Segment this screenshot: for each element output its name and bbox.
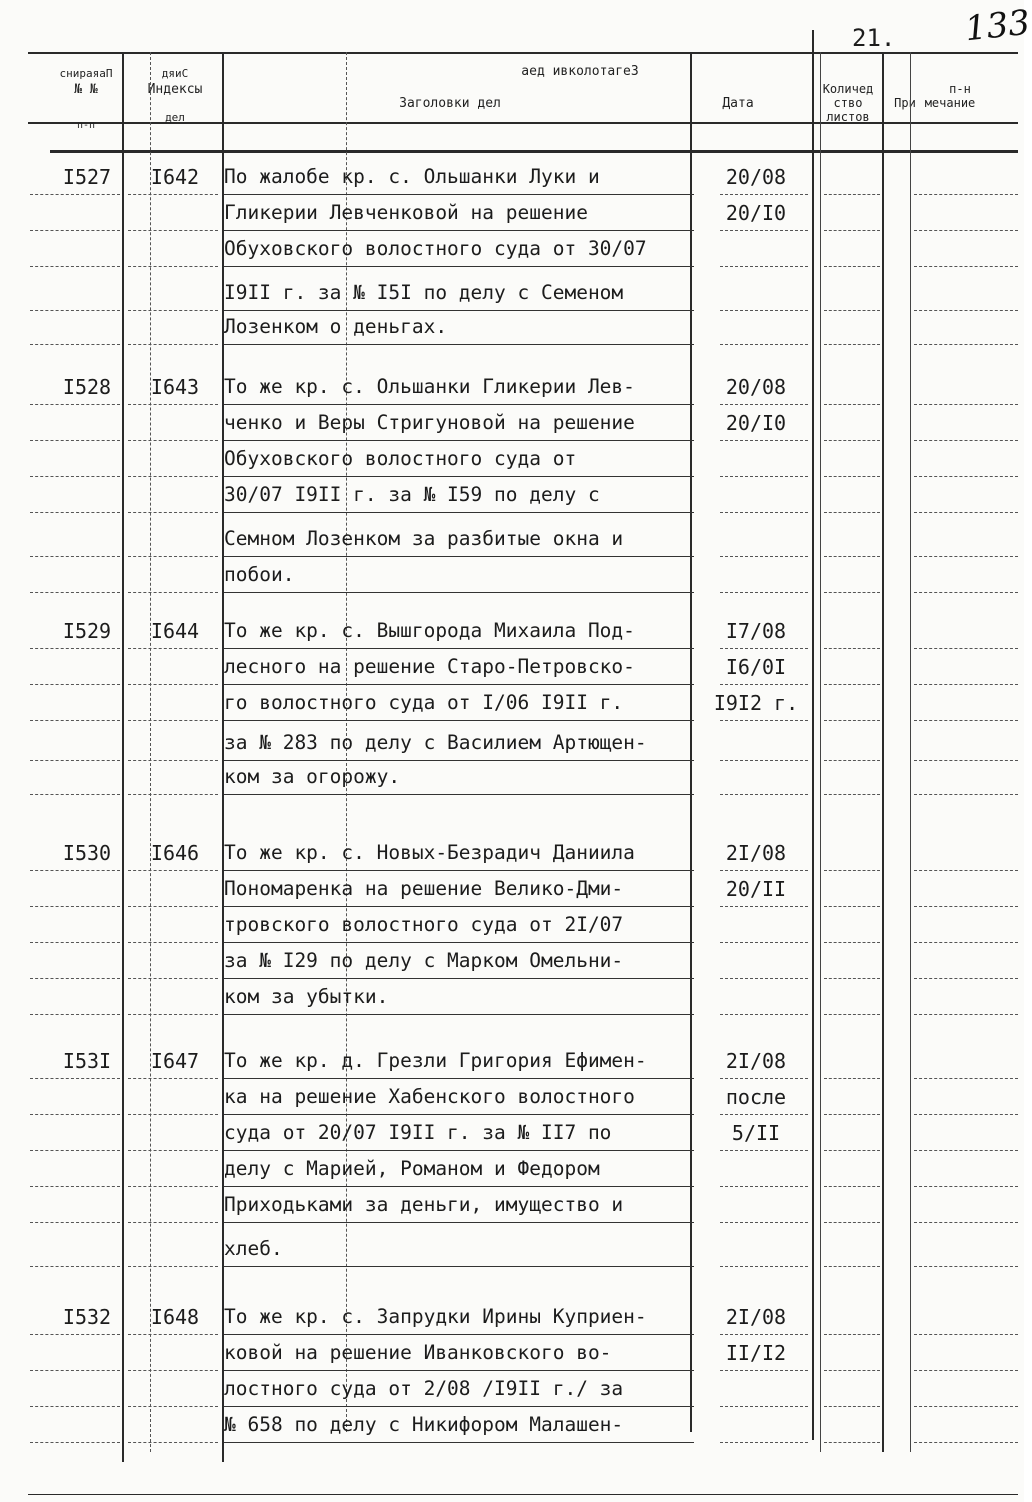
row-tick-mark: [30, 906, 120, 907]
row-tick-mark: [914, 870, 1018, 871]
row-tick-mark: [914, 1406, 1018, 1407]
record-title-line: Пономаренка на решение Велико-Дми-: [224, 872, 694, 907]
row-tick-mark: [824, 556, 880, 557]
row-tick-mark: [128, 592, 218, 593]
row-tick-mark: [128, 760, 218, 761]
record-index: I643: [150, 375, 200, 399]
row-tick-mark: [720, 648, 808, 649]
row-tick-mark: [128, 1406, 218, 1407]
row-tick-mark: [824, 1014, 880, 1015]
header-col-index: Индексы: [147, 82, 203, 97]
record-title-line: То же кр. с. Вышгорода Михаила Под-: [224, 614, 694, 649]
row-tick-mark: [824, 1150, 880, 1151]
record-title-line: побои.: [224, 558, 694, 593]
row-tick-mark: [30, 230, 120, 231]
row-tick-mark: [824, 194, 880, 195]
row-tick-mark: [30, 870, 120, 871]
row-tick-mark: [824, 1186, 880, 1187]
row-tick-mark: [128, 310, 218, 311]
row-tick-mark: [128, 476, 218, 477]
row-tick-mark: [824, 1370, 880, 1371]
row-tick-mark: [128, 648, 218, 649]
row-tick-mark: [128, 512, 218, 513]
row-tick-mark: [720, 870, 808, 871]
row-tick-mark: [720, 1150, 808, 1151]
header-top-rule: [28, 52, 1018, 54]
row-tick-mark: [720, 1370, 808, 1371]
archive-folio-number: 133: [963, 2, 1032, 50]
row-tick-mark: [30, 720, 120, 721]
row-tick-mark: [128, 266, 218, 267]
row-tick-mark: [824, 476, 880, 477]
row-tick-mark: [720, 794, 808, 795]
row-tick-mark: [30, 760, 120, 761]
row-tick-mark: [720, 1114, 808, 1115]
row-tick-mark: [720, 1442, 808, 1443]
row-tick-mark: [720, 1334, 808, 1335]
row-tick-mark: [30, 942, 120, 943]
row-tick-mark: [914, 1078, 1018, 1079]
row-tick-mark: [914, 512, 1018, 513]
row-tick-mark: [824, 760, 880, 761]
record-title-line: делу с Марией, Романом и Федором: [224, 1152, 694, 1187]
record-title-line: ковой на решение Иванковского во-: [224, 1336, 694, 1371]
row-tick-mark: [30, 1114, 120, 1115]
row-tick-mark: [30, 1442, 120, 1443]
row-tick-mark: [30, 648, 120, 649]
row-tick-mark: [128, 1370, 218, 1371]
header-col-sheets-line1: Количед: [822, 82, 874, 96]
record-title-line: ченко и Веры Стригуновой на решение: [224, 406, 694, 441]
row-tick-mark: [128, 230, 218, 231]
row-tick-mark: [914, 310, 1018, 311]
row-tick-mark: [824, 1114, 880, 1115]
row-tick-mark: [128, 720, 218, 721]
row-tick-mark: [720, 942, 808, 943]
column-rule-number-inner: [150, 52, 151, 1452]
row-tick-mark: [720, 760, 808, 761]
row-tick-mark: [30, 684, 120, 685]
row-tick-mark: [30, 556, 120, 557]
record-title-line: То же кр. с. Ольшанки Гликерии Лев-: [224, 370, 694, 405]
row-tick-mark: [914, 404, 1018, 405]
record-date: I6/0I: [725, 655, 787, 679]
row-tick-mark: [128, 404, 218, 405]
row-tick-mark: [30, 512, 120, 513]
row-tick-mark: [720, 440, 808, 441]
row-tick-mark: [128, 942, 218, 943]
row-tick-mark: [914, 684, 1018, 685]
row-tick-mark: [720, 404, 808, 405]
row-tick-mark: [30, 476, 120, 477]
row-tick-mark: [128, 556, 218, 557]
row-tick-mark: [824, 592, 880, 593]
row-tick-mark: [30, 794, 120, 795]
row-tick-mark: [824, 942, 880, 943]
record-number: I532: [62, 1305, 112, 1329]
row-tick-mark: [914, 648, 1018, 649]
record-date: I7/08: [725, 619, 787, 643]
row-tick-mark: [914, 978, 1018, 979]
row-tick-mark: [128, 194, 218, 195]
record-title-line: тровского волостного суда от 2I/07: [224, 908, 694, 943]
record-title-line: Семном Лозенком за разбитые окна и: [224, 522, 694, 557]
row-tick-mark: [720, 978, 808, 979]
row-tick-mark: [720, 906, 808, 907]
record-title-line: Лозенком о деньгах.: [224, 310, 694, 345]
row-tick-mark: [914, 942, 1018, 943]
record-title-line: То же кр. с. Запрудки Ирины Куприен-: [224, 1300, 694, 1335]
column-rule-date-inner: [820, 52, 821, 1452]
row-tick-mark: [720, 592, 808, 593]
row-tick-mark: [824, 1442, 880, 1443]
row-tick-mark: [720, 720, 808, 721]
row-tick-mark: [824, 794, 880, 795]
header-col-index-bottom: дел: [165, 111, 185, 124]
row-tick-mark: [824, 230, 880, 231]
column-rule-sheets: [882, 52, 884, 1452]
row-tick-mark: [914, 440, 1018, 441]
row-tick-mark: [30, 194, 120, 195]
row-tick-mark: [30, 1406, 120, 1407]
row-tick-mark: [30, 592, 120, 593]
row-tick-mark: [824, 1334, 880, 1335]
row-tick-mark: [914, 194, 1018, 195]
row-tick-mark: [824, 648, 880, 649]
row-tick-mark: [128, 1014, 218, 1015]
record-title-line: I9II г. за № I5I по делу с Семеном: [224, 276, 694, 311]
record-date: 20/I0: [725, 411, 787, 435]
row-tick-mark: [720, 1186, 808, 1187]
row-tick-mark: [30, 1150, 120, 1151]
row-tick-mark: [128, 794, 218, 795]
record-title-line: 30/07 I9II г. за № I59 по делу с: [224, 478, 694, 513]
record-number: I529: [62, 619, 112, 643]
record-title-line: за № I29 по делу с Марком Омельни-: [224, 944, 694, 979]
row-tick-mark: [30, 310, 120, 311]
row-tick-mark: [720, 1222, 808, 1223]
record-date: после: [725, 1085, 787, 1109]
record-title-line: № 658 по делу с Никифором Малашен-: [224, 1408, 694, 1443]
row-tick-mark: [30, 344, 120, 345]
record-number: I527: [62, 165, 112, 189]
record-index: I644: [150, 619, 200, 643]
column-rule-date: [812, 30, 814, 1440]
row-tick-mark: [30, 1334, 120, 1335]
record-number: I528: [62, 375, 112, 399]
row-tick-mark: [914, 1370, 1018, 1371]
row-tick-mark: [824, 906, 880, 907]
column-rule-sheets-inner: [910, 52, 911, 1452]
header-col-index-top: дяиС: [161, 67, 189, 80]
row-tick-mark: [824, 1406, 880, 1407]
record-title-line: Обуховского волостного суда от: [224, 442, 694, 477]
row-tick-mark: [824, 720, 880, 721]
row-tick-mark: [720, 476, 808, 477]
row-tick-mark: [914, 556, 1018, 557]
row-tick-mark: [30, 1370, 120, 1371]
record-title-line: суда от 20/07 I9II г. за № II7 по: [224, 1116, 694, 1151]
row-tick-mark: [128, 978, 218, 979]
sheet-number: 21.: [852, 24, 896, 52]
row-tick-mark: [824, 310, 880, 311]
row-tick-mark: [914, 230, 1018, 231]
header-col-note-line1: При: [894, 96, 916, 110]
record-number: I530: [62, 841, 112, 865]
row-tick-mark: [720, 1014, 808, 1015]
header-col-number-bottom: п-п: [76, 120, 96, 131]
record-date: II/I2: [725, 1341, 787, 1365]
row-tick-mark: [824, 404, 880, 405]
row-tick-mark: [914, 1334, 1018, 1335]
row-tick-mark: [914, 1186, 1018, 1187]
row-tick-mark: [128, 1114, 218, 1115]
row-tick-mark: [824, 1222, 880, 1223]
row-tick-mark: [30, 266, 120, 267]
record-number: I53I: [62, 1049, 112, 1073]
row-tick-mark: [914, 794, 1018, 795]
record-index: I648: [150, 1305, 200, 1329]
row-tick-mark: [128, 1222, 218, 1223]
row-tick-mark: [914, 1222, 1018, 1223]
row-tick-mark: [824, 440, 880, 441]
record-date: 2I/08: [725, 841, 787, 865]
record-index: I646: [150, 841, 200, 865]
record-title-line: По жалобе кр. с. Ольшанки Луки и: [224, 160, 694, 195]
header-col-note-top: п-н: [949, 82, 971, 96]
row-tick-mark: [824, 344, 880, 345]
row-tick-mark: [720, 1078, 808, 1079]
row-tick-mark: [128, 1442, 218, 1443]
row-tick-mark: [128, 1078, 218, 1079]
row-tick-mark: [720, 684, 808, 685]
row-tick-mark: [914, 1014, 1018, 1015]
row-tick-mark: [30, 1222, 120, 1223]
row-tick-mark: [914, 592, 1018, 593]
row-tick-mark: [128, 684, 218, 685]
record-title-line: за № 283 по делу с Василием Артющен-: [224, 726, 694, 761]
record-title-line: Обуховского волостного суда от 30/07: [224, 232, 694, 267]
header-second-rule: [50, 150, 1018, 153]
row-tick-mark: [128, 1266, 218, 1267]
header-col-title-top: аед ивколотагеЗ: [521, 64, 639, 79]
row-tick-mark: [824, 1266, 880, 1267]
row-tick-mark: [30, 1266, 120, 1267]
row-tick-mark: [824, 1078, 880, 1079]
row-tick-mark: [824, 978, 880, 979]
record-title-line: ком за убытки.: [224, 980, 694, 1015]
row-tick-mark: [128, 344, 218, 345]
row-tick-mark: [30, 1186, 120, 1187]
record-title-line: То же кр. с. Новых-Безрадич Даниила: [224, 836, 694, 871]
row-tick-mark: [914, 760, 1018, 761]
record-title-line: Гликерии Левченковой на решение: [224, 196, 694, 231]
header-col-note-line2: мечание: [924, 96, 976, 110]
record-date: I9I2 г.: [713, 691, 799, 715]
row-tick-mark: [914, 1442, 1018, 1443]
header-col-number-top: снираяаП: [59, 67, 113, 80]
record-date: 20/I0: [725, 201, 787, 225]
record-index: I642: [150, 165, 200, 189]
row-tick-mark: [720, 556, 808, 557]
column-rule-number: [122, 52, 124, 1462]
record-date: 2I/08: [725, 1305, 787, 1329]
row-tick-mark: [128, 1186, 218, 1187]
row-tick-mark: [30, 1014, 120, 1015]
row-tick-mark: [824, 512, 880, 513]
row-tick-mark: [128, 1150, 218, 1151]
record-date: 5/II: [731, 1121, 781, 1145]
row-tick-mark: [720, 230, 808, 231]
record-title-line: Приходьками за деньги, имущество и: [224, 1188, 694, 1223]
row-tick-mark: [914, 344, 1018, 345]
row-tick-mark: [30, 404, 120, 405]
record-date: 2I/08: [725, 1049, 787, 1073]
record-index: I647: [150, 1049, 200, 1073]
row-tick-mark: [824, 684, 880, 685]
row-tick-mark: [720, 1406, 808, 1407]
row-tick-mark: [914, 720, 1018, 721]
record-title-line: То же кр. д. Грезли Григория Ефимен-: [224, 1044, 694, 1079]
row-tick-mark: [128, 870, 218, 871]
record-date: 20/II: [725, 877, 787, 901]
row-tick-mark: [914, 266, 1018, 267]
row-tick-mark: [824, 266, 880, 267]
record-title-line: го волостного суда от I/06 I9II г.: [224, 686, 694, 721]
row-tick-mark: [720, 266, 808, 267]
row-tick-mark: [914, 1114, 1018, 1115]
header-col-sheets-line3: листов: [826, 110, 870, 124]
row-tick-mark: [914, 476, 1018, 477]
record-title-line: ком за огорожу.: [224, 760, 694, 795]
row-tick-mark: [720, 310, 808, 311]
record-title-line: хлеб.: [224, 1232, 694, 1267]
row-tick-mark: [720, 512, 808, 513]
row-tick-mark: [914, 1266, 1018, 1267]
row-tick-mark: [128, 440, 218, 441]
row-tick-mark: [824, 870, 880, 871]
header-col-date: Дата: [722, 96, 754, 111]
record-title-line: ка на решение Хабенского волостного: [224, 1080, 694, 1115]
row-tick-mark: [30, 978, 120, 979]
row-tick-mark: [720, 344, 808, 345]
header-col-title: Заголовки дел: [399, 96, 501, 111]
record-date: 20/08: [725, 375, 787, 399]
row-tick-mark: [720, 194, 808, 195]
header-col-sheets-line2: ство: [833, 96, 863, 110]
row-tick-mark: [914, 1150, 1018, 1151]
row-tick-mark: [720, 1266, 808, 1267]
row-tick-mark: [128, 906, 218, 907]
row-tick-mark: [914, 906, 1018, 907]
record-date: 20/08: [725, 165, 787, 189]
header-col-number: № №: [74, 82, 98, 97]
row-tick-mark: [128, 1334, 218, 1335]
row-tick-mark: [30, 1078, 120, 1079]
page-bottom-rule: [28, 1494, 1018, 1495]
record-title-line: лостного суда от 2/08 /I9II г./ за: [224, 1372, 694, 1407]
record-title-line: лесного на решение Старо-Петровско-: [224, 650, 694, 685]
row-tick-mark: [30, 440, 120, 441]
